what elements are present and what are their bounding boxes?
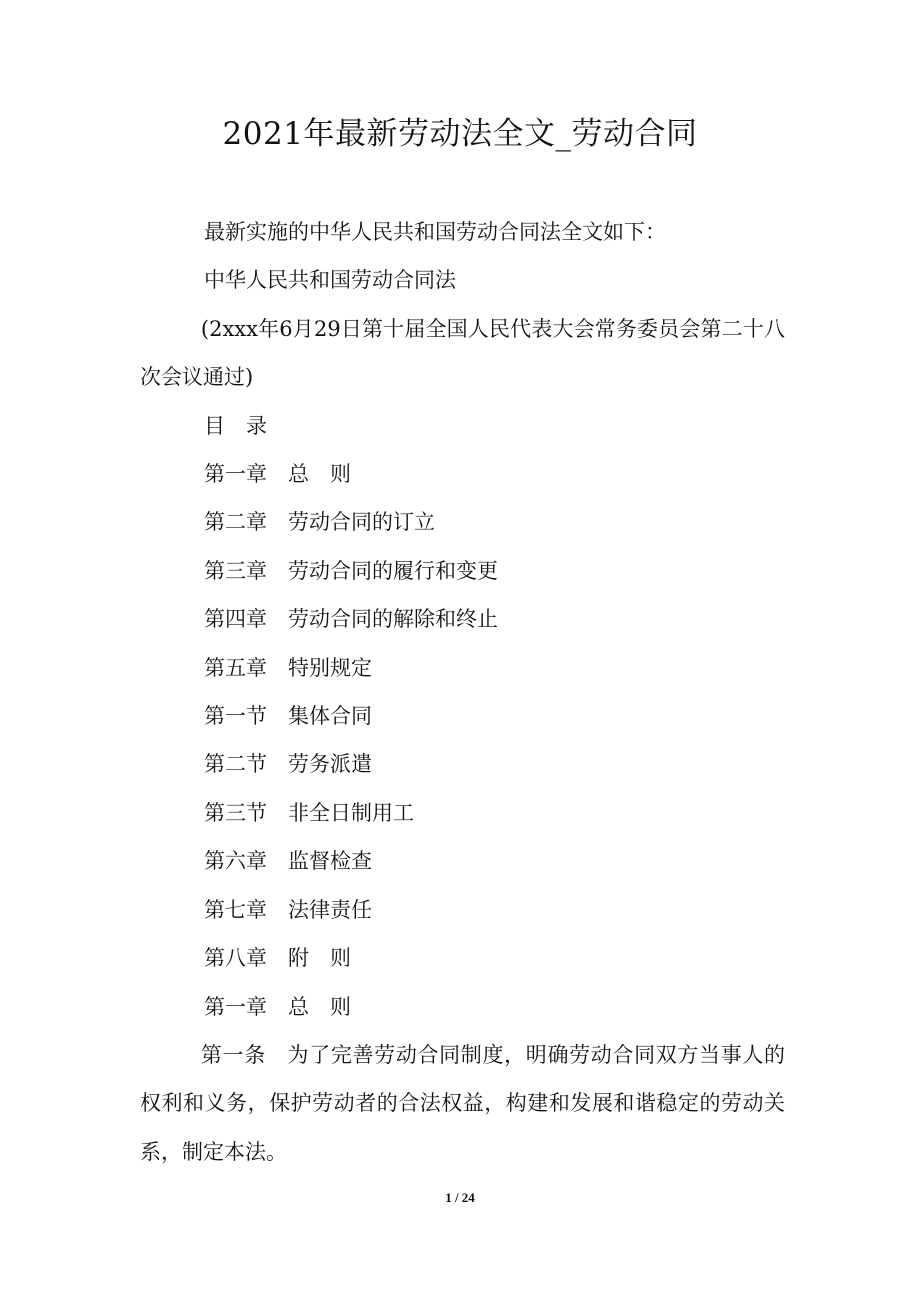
toc-item: [140, 934, 785, 982]
toc-item-title: 劳动合同的履行和变更: [288, 558, 498, 583]
toc-item-label: 第一章: [204, 462, 267, 487]
toc-item-title: 劳务派遣: [288, 752, 372, 777]
intro-paragraph: 最新实施的中华人民共和国劳动合同法全文如下：: [204, 220, 666, 244]
chapter-label: 第一章: [204, 994, 267, 1019]
article-label: 第一条: [200, 1042, 266, 1067]
toc-heading: 目 录: [204, 413, 267, 438]
toc-item-label: 第二章: [204, 510, 267, 535]
toc-item-label: 第七章: [204, 897, 267, 922]
toc-item: [140, 595, 785, 643]
toc-item: [140, 498, 785, 546]
toc-item-title: 特别规定: [288, 655, 372, 680]
toc-item-title: 法律责任: [288, 897, 372, 922]
toc-item-label: 第五章: [204, 655, 267, 680]
article-paragraph: [140, 1031, 785, 1176]
toc-item-title: 监督检查: [288, 849, 372, 874]
toc-item-title: 非全日制用工: [288, 800, 414, 825]
toc-item: [140, 692, 785, 740]
toc-item-title: 附 则: [288, 946, 351, 971]
toc-item: [140, 547, 785, 595]
article-text: 为了完善劳动合同制度，明确劳动合同双方当事人的权利和义务，保护劳动者的合法权益，构建和发展和谐稳定的劳动关系，制定本法。: [140, 1042, 786, 1164]
toc-item: [140, 837, 785, 885]
toc-item-label: 第二节: [204, 752, 267, 777]
toc-item-title: 劳动合同的订立: [288, 510, 435, 535]
toc-item-label: 第六章: [204, 849, 267, 874]
page-indicator: 1 / 24: [445, 1190, 475, 1205]
toc-item-label: 第一节: [204, 704, 267, 729]
toc-item-label: 第三章: [204, 558, 267, 583]
toc-item-label: 第三节: [204, 800, 267, 825]
toc-item-title: 集体合同: [288, 704, 372, 729]
chapter-heading: [140, 983, 785, 1031]
toc-item-title: 总 则: [288, 462, 351, 487]
toc-item: [140, 740, 785, 788]
document-body: [140, 208, 785, 1176]
toc-item: [140, 886, 785, 934]
toc-item: [140, 644, 785, 692]
document-title: 2021年最新劳动法全文_劳动合同: [222, 116, 698, 152]
toc-item-title: 劳动合同的解除和终止: [288, 607, 498, 632]
chapter-title: 总 则: [288, 994, 351, 1019]
table-of-contents: [140, 450, 785, 982]
toc-item-label: 第八章: [204, 946, 267, 971]
law-name: 中华人民共和国劳动合同法: [204, 268, 456, 293]
toc-item: [140, 789, 785, 837]
toc-item-label: 第四章: [204, 607, 267, 632]
toc-item: [140, 450, 785, 498]
adoption-note: (2xxx年6月29日第十届全国人民代表大会常务委员会第二十八次会议通过): [140, 316, 785, 390]
